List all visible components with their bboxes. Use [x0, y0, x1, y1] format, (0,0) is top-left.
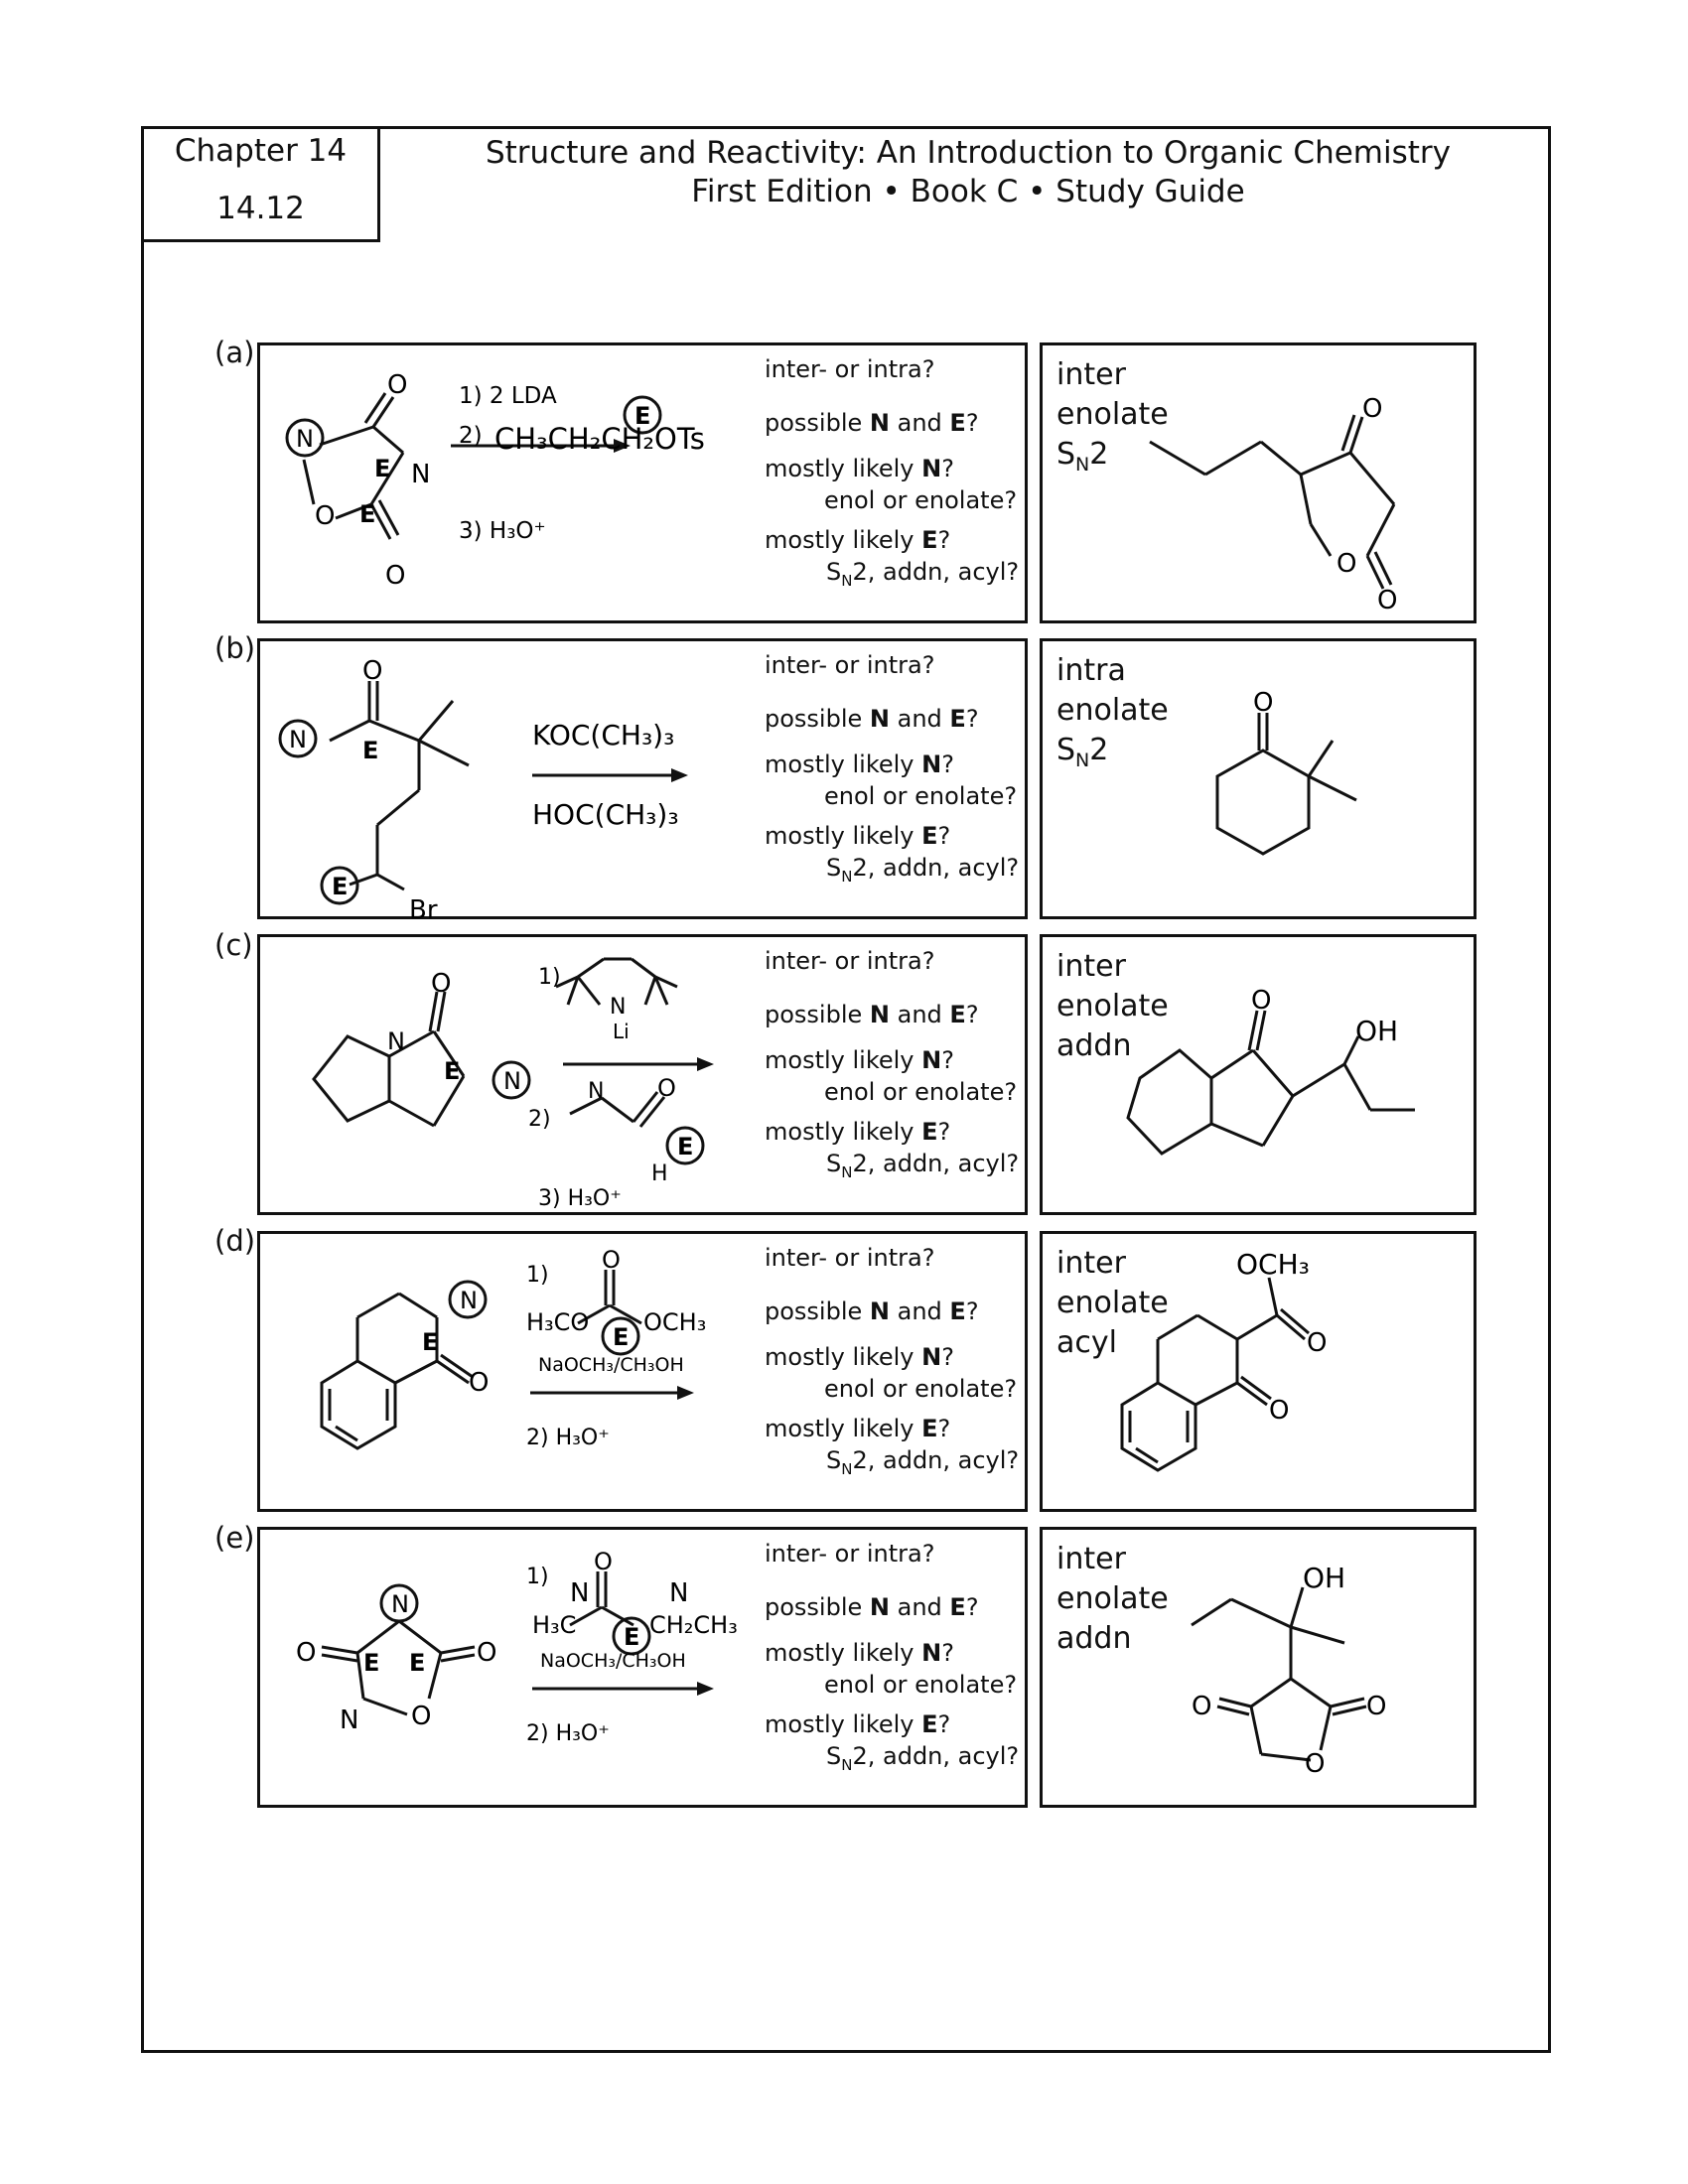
answer-box-b — [1040, 638, 1477, 919]
question-inter-intra: inter- or intra? — [765, 651, 935, 679]
svg-text:O: O — [594, 1548, 613, 1575]
answer-box-c — [1040, 934, 1477, 1215]
reagent-d-2: 2) H₃O⁺ — [526, 1426, 610, 1450]
svg-text:N: N — [391, 1590, 409, 1618]
svg-text:N: N — [411, 460, 431, 489]
svg-text:E: E — [332, 873, 349, 900]
reagent-d-h3co: H₃CO — [526, 1308, 590, 1336]
question-possible-n-e: possible N and E? — [765, 409, 979, 437]
reaction-box-e — [257, 1527, 1028, 1808]
svg-text:E: E — [359, 500, 376, 528]
product-structure-c — [1043, 937, 1479, 1218]
svg-text:O: O — [362, 656, 383, 686]
svg-text:O: O — [1336, 549, 1357, 579]
question-enol-enolate: enol or enolate? — [824, 1671, 1018, 1699]
problem-label-d: (d) — [214, 1224, 256, 1258]
svg-text:E: E — [362, 737, 379, 764]
question-likely-e: mostly likely E? — [765, 1415, 951, 1442]
reagent-a-2-step: 2) — [459, 423, 483, 449]
svg-text:E: E — [613, 1323, 630, 1351]
reagent-c-3: 3) H₃O⁺ — [538, 1186, 622, 1211]
svg-text:N: N — [460, 1287, 478, 1314]
svg-text:E: E — [677, 1133, 694, 1160]
question-likely-e: mostly likely E? — [765, 1710, 951, 1738]
reagent-c-2: 2) — [528, 1107, 551, 1132]
problem-label-e: (e) — [214, 1521, 255, 1555]
svg-text:Br: Br — [409, 895, 438, 925]
reagent-e-h3c: H₃C — [532, 1611, 577, 1639]
svg-text:E: E — [444, 1057, 461, 1085]
svg-text:O: O — [1377, 586, 1398, 615]
reagent-d-base: NaOCH₃/CH₃OH — [538, 1354, 684, 1376]
svg-text:N: N — [669, 1578, 689, 1608]
answer-text-e: inter enolate addn — [1056, 1542, 1169, 1656]
question-likely-n: mostly likely N? — [765, 455, 954, 482]
svg-text:O: O — [657, 1074, 676, 1102]
svg-text:E: E — [363, 1649, 380, 1677]
svg-text:O: O — [477, 1638, 497, 1668]
svg-text:O: O — [602, 1246, 621, 1274]
svg-text:N: N — [503, 1067, 521, 1095]
product-structure-d — [1043, 1234, 1479, 1515]
answer-text-c: inter enolate addn — [1056, 949, 1169, 1063]
reaction-box-c — [257, 934, 1028, 1215]
reagent-e-2: 2) H₃O⁺ — [526, 1721, 610, 1746]
svg-text:O: O — [469, 1368, 490, 1398]
svg-text:O: O — [1251, 986, 1272, 1016]
question-inter-intra: inter- or intra? — [765, 947, 935, 975]
chapter-label: Chapter 14 — [174, 133, 348, 169]
reagent-c-li: Li — [613, 1020, 630, 1043]
answer-text-b: intra enolate $S_N2$ — [1056, 653, 1169, 771]
reaction-box-b — [257, 638, 1028, 925]
question-likely-e: mostly likely E? — [765, 1118, 951, 1146]
chapter-box — [141, 126, 380, 242]
question-inter-intra: inter- or intra? — [765, 355, 935, 383]
svg-text:N: N — [340, 1706, 359, 1735]
question-likely-n: mostly likely N? — [765, 1046, 954, 1074]
svg-text:N: N — [570, 1578, 590, 1608]
product-structure-a — [1043, 345, 1479, 626]
book-subtitle: First Edition • Book C • Study Guide — [691, 174, 1245, 209]
svg-text:O: O — [315, 501, 336, 531]
problem-label-b: (b) — [214, 631, 256, 665]
question-possible-n-e: possible N and E? — [765, 1297, 979, 1325]
reagent-a-3: 3) H₃O⁺ — [459, 518, 546, 544]
svg-text:O: O — [1253, 688, 1274, 718]
question-enol-enolate: enol or enolate? — [824, 782, 1018, 810]
reagent-b-base: KOC(CH₃)₃ — [532, 719, 675, 751]
svg-text:N: N — [387, 1027, 405, 1055]
reaction-box-d — [257, 1231, 1028, 1512]
product-d-och3: OCH₃ — [1236, 1248, 1310, 1281]
question-likely-e: mostly likely E? — [765, 822, 951, 850]
svg-text:N: N — [588, 1079, 605, 1104]
product-structure-b — [1043, 641, 1479, 922]
svg-text:O: O — [1305, 1749, 1326, 1779]
problem-number: 14.12 — [216, 191, 305, 226]
svg-text:O: O — [411, 1702, 432, 1731]
question-likely-e: mostly likely E? — [765, 526, 951, 554]
reagent-c-1: 1) — [538, 965, 561, 990]
question-likely-n: mostly likely N? — [765, 1639, 954, 1667]
svg-text:O: O — [1366, 1692, 1387, 1721]
svg-text:O: O — [1192, 1692, 1212, 1721]
reagent-d-och3: OCH₃ — [643, 1308, 707, 1336]
svg-text:OH: OH — [1355, 1015, 1399, 1047]
svg-text:O: O — [1269, 1396, 1290, 1426]
svg-text:N: N — [610, 995, 627, 1020]
answer-box-a — [1040, 342, 1477, 623]
problem-label-c: (c) — [214, 928, 253, 962]
svg-text:O: O — [431, 969, 452, 999]
product-structure-e — [1043, 1530, 1479, 1811]
question-possible-n-e: possible N and E? — [765, 1593, 979, 1621]
question-inter-intra: inter- or intra? — [765, 1244, 935, 1272]
svg-text:E: E — [422, 1328, 439, 1356]
question-likely-n: mostly likely N? — [765, 1343, 954, 1371]
problem-label-a: (a) — [214, 336, 255, 369]
question-enol-enolate: enol or enolate? — [824, 1078, 1018, 1106]
svg-text:O: O — [1362, 394, 1383, 424]
svg-text:N: N — [289, 726, 307, 753]
question-mechanism: $S_N2$, addn, acyl? — [826, 558, 1020, 590]
svg-text:E: E — [624, 1623, 640, 1651]
product-e-oh: OH — [1303, 1562, 1346, 1594]
reagent-e-base: NaOCH₃/CH₃OH — [540, 1650, 686, 1672]
reagent-e-1: 1) — [526, 1565, 549, 1589]
reagent-d-1: 1) — [526, 1263, 549, 1288]
answer-text-d: inter enolate acyl — [1056, 1246, 1169, 1360]
question-enol-enolate: enol or enolate? — [824, 1375, 1018, 1403]
svg-text:E: E — [374, 455, 391, 482]
reagent-b-solvent: HOC(CH₃)₃ — [532, 798, 679, 831]
answer-box-e — [1040, 1527, 1477, 1808]
reagent-a-2: CH₃CH₂CH₂OTs — [494, 422, 705, 456]
svg-text:O: O — [387, 370, 408, 400]
svg-text:O: O — [1307, 1328, 1328, 1358]
question-enol-enolate: enol or enolate? — [824, 486, 1018, 514]
reaction-box-a — [257, 342, 1028, 623]
question-possible-n-e: possible N and E? — [765, 705, 979, 733]
question-mechanism: $S_N2$, addn, acyl? — [826, 1742, 1020, 1774]
question-mechanism: $S_N2$, addn, acyl? — [826, 1150, 1020, 1181]
question-mechanism: $S_N2$, addn, acyl? — [826, 854, 1020, 886]
book-title: Structure and Reactivity: An Introduction to Organic Chemistry — [485, 135, 1452, 171]
svg-text:N: N — [296, 425, 314, 453]
question-inter-intra: inter- or intra? — [765, 1540, 935, 1568]
answer-text-a: inter enolate $S_N2$ — [1056, 357, 1169, 476]
question-possible-n-e: possible N and E? — [765, 1001, 979, 1028]
svg-text:O: O — [385, 561, 406, 591]
svg-text:E: E — [409, 1649, 426, 1677]
svg-text:O: O — [296, 1638, 317, 1668]
question-mechanism: $S_N2$, addn, acyl? — [826, 1446, 1020, 1478]
question-likely-n: mostly likely N? — [765, 751, 954, 778]
reagent-a-1: 1) 2 LDA — [459, 383, 557, 409]
svg-text:E: E — [634, 402, 651, 430]
svg-text:H: H — [651, 1161, 668, 1186]
answer-box-d — [1040, 1231, 1477, 1512]
reagent-e-ch2ch3: CH₂CH₃ — [649, 1611, 738, 1639]
